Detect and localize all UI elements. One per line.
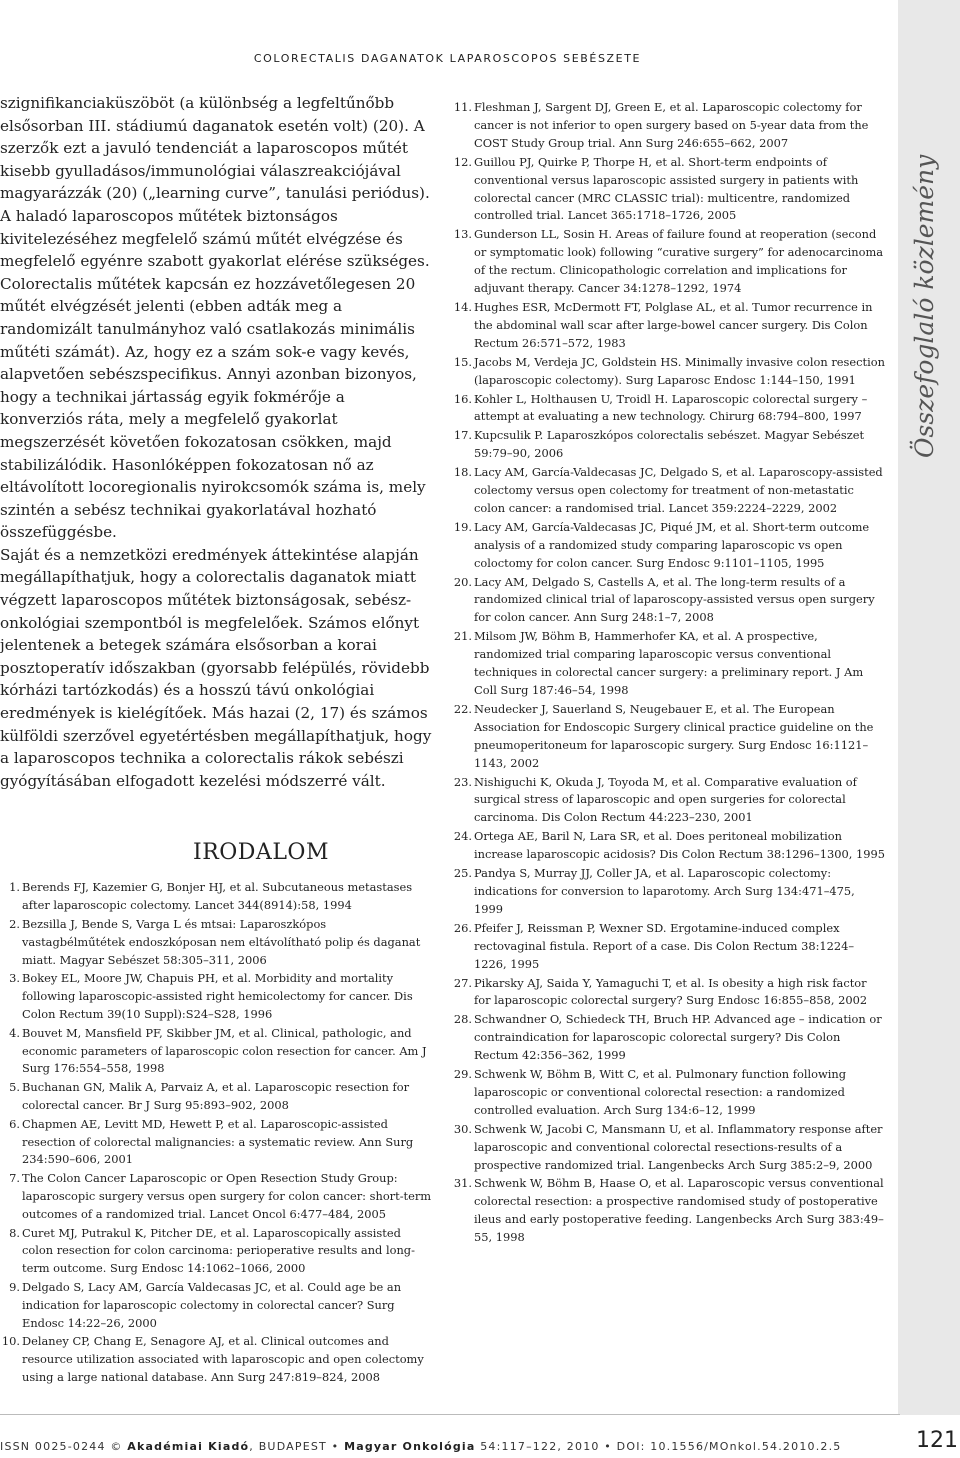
reference-number: 11. [453, 100, 472, 114]
reference-item [452, 1121, 885, 1175]
reference-text: Lacy AM, García-Valdecasas JC, Piqué JM, et al. Short-term outcome analysis of a randomized study comparing laparoscopic vs open coloctomy for colon cancer. Surg Endosc 9:1101–1105, 1995 [474, 519, 870, 570]
reference-item [452, 701, 885, 773]
footer-divider [0, 1414, 900, 1415]
reference-item [452, 1066, 885, 1120]
reference-item [452, 226, 885, 298]
reference-list-left [0, 879, 432, 1386]
section-label [910, 154, 950, 498]
reference-number: 28. [453, 1012, 472, 1027]
reference-text: Schwenk W, Böhm B, Witt C, et al. Pulmonary function following laparoscopic or conventional colorectal resection: a randomized controlled evaluation. Arch Surg 134:6–12, 1999 [474, 1067, 846, 1117]
footer-journal: Magyar Onkológia [344, 1440, 476, 1453]
reference-item [0, 1116, 432, 1169]
reference-number: 8. [9, 1225, 20, 1240]
reference-number: 16. [453, 391, 472, 406]
reference-item [0, 1079, 432, 1115]
reference-item [0, 1025, 432, 1078]
reference-item [452, 574, 885, 628]
reference-number: 7. [9, 1171, 20, 1186]
reference-number: 6. [9, 1116, 20, 1131]
reference-text: Hughes ESR, McDermott FT, Polglase AL, et al. Tumor recurrence in the abdominal wall scar after large-bowel cancer surgery. Dis Colon Rectum 26:571–572, 1983 [474, 299, 873, 350]
reference-text: Delaney CP, Chang E, Senagore AJ, et al. Clinical outcomes and resource utilization associated with laparoscopic and open colectomy using a large national database. Ann Surg 247:819–824, 2008 [22, 1334, 424, 1384]
reference-text: Bokey EL, Moore JW, Chapuis PH, et al. Morbidity and mortality following laparoscopic-assisted right hemicolectomy for cancer. Dis Colon Rectum 39(10 Suppl):S24–S28, 1996 [22, 971, 413, 1021]
reference-number: 21. [453, 629, 472, 644]
footer-issn: ISSN 0025-0244 © [0, 1440, 128, 1453]
reference-text: Buchanan GN, Malik A, Parvaiz A, et al. Laparoscopic resection for colorectal cancer. Br J Surg 95:893–902, 2008 [22, 1080, 410, 1112]
reference-text: Pandya S, Murray JJ, Coller JA, et al. Laparoscopic colectomy: indications for conversion to laparotomy. Arch Surg 134:471–475, 1999 [474, 866, 855, 916]
reference-number: 25. [453, 866, 472, 881]
reference-text: Chapmen AE, Levitt MD, Hewett P, et al. Laparoscopic-assisted resection of colorectal malignancies: a systematic review. Ann Surg 234:590–606, 2001 [22, 1116, 414, 1167]
reference-number: 22. [453, 701, 472, 716]
right-column [452, 99, 885, 1248]
reference-item [452, 391, 885, 427]
reference-item [0, 1279, 432, 1332]
reference-item [452, 628, 885, 700]
reference-text: Schwenk W, Böhm B, Haase O, et al. Laparoscopic versus conventional colorectal resection: a prospective randomised study of postoperative ileus and early postoperative feeding. Langenbecks Arch Surg 383:49–55, 1998 [474, 1176, 884, 1245]
footer [0, 1440, 842, 1453]
reference-number: 12. [453, 154, 472, 169]
reference-text: Curet MJ, Putrakul K, Pitcher DE, et al. Laparoscopically assisted colon resection for colon carcinoma: perioperative results and long-term outcome. Surg Endosc 14:1062–1066, 2000 [22, 1225, 415, 1276]
reference-item [452, 464, 885, 518]
reference-item [452, 828, 885, 864]
reference-number: 17. [453, 428, 472, 443]
reference-number: 5. [9, 1080, 20, 1095]
sidebar-band [898, 0, 960, 1415]
running-header: COLORECTALIS DAGANATOK LAPAROSCOPOS SEBÉSZETE [253, 52, 642, 65]
reference-item [0, 1170, 432, 1223]
footer-city: , BUDAPEST • [249, 1440, 345, 1453]
reference-item [452, 1175, 885, 1247]
reference-number: 3. [9, 971, 20, 986]
paragraph: A haladó laparoscopos műtétek biztonságos kivitelezéséhez megfelelő számú műtét elvégzése és megfelelő egyénre szabott gyakorlat elérése szükséges. Colorectalis műtétek kapcsán ez hozzávetőlegesen 20 műtét elvégzését jelenti (ebben adták meg a randomizált tanulmányhoz való csatlakozás minimális műtéti számát). Az, hogy ez a szám sok-e vagy kevés, alapvetően sebészspecifikus. Annyi azonban bizonyos, hogy a technikai jártasság egyik fokmérője a konverziós ráta, mely a megfelelő gyakorlat megszerzését követően fokozatosan csökken, majd stabilizálódik. Hasonlóképpen fokozatosan nő az eltávolított locoregionalis nyirokcsomók száma is, mely szintén a sebész technikai gyakorlatával hozható összefüggésbe. [0, 206, 430, 542]
reference-item [452, 865, 885, 919]
reference-item [452, 299, 885, 353]
reference-item [0, 879, 432, 915]
reference-number: 27. [453, 975, 472, 990]
reference-list-right [452, 99, 885, 1247]
reference-text: Schwandner O, Schiedeck TH, Bruch HP. Advanced age – indication or contraindication for laparoscopic colorectal surgery? Dis Colon Rectum 42:356–362, 1999 [474, 1012, 882, 1063]
reference-text: Kupcsulik P. Laparoszkópos colorectalis sebészet. Magyar Sebészet 59:79–90, 2006 [474, 428, 865, 461]
reference-text: Gunderson LL, Sosin H. Areas of failure found at reoperation (second or symptomatic look) following “curative surgery” for adenocarcinoma of the rectum. Clinicopathologic correlation and implications for adjuvant therapy. Cancer 34:1278–1292, 1974 [474, 227, 884, 296]
reference-item [452, 774, 885, 828]
reference-number: 29. [453, 1067, 472, 1082]
reference-item [0, 1333, 432, 1386]
reference-number: 30. [453, 1121, 472, 1136]
reference-text: Pfeifer J, Reissman P, Wexner SD. Ergotamine-induced complex rectovaginal fistula. Report of a case. Dis Colon Rectum 38:1224–1226, 1995 [474, 920, 855, 971]
reference-text: Nishiguchi K, Okuda J, Toyoda M, et al. Comparative evaluation of surgical stress of laparoscopic and open surgeries for colorectal carcinoma. Dis Colon Rectum 44:223–230, 2001 [474, 774, 857, 825]
reference-number: 1. [9, 880, 20, 895]
reference-text: Milsom JW, Böhm B, Hammerhofer KA, et al. A prospective, randomized trial comparing laparoscopic versus conventional techniques in colorectal cancer surgery: a preliminary report. J Am Coll Surg 187:46–54, 1998 [474, 629, 864, 697]
reference-text: Schwenk W, Jacobi C, Mansmann U, et al. Inflammatory response after laparoscopic and conventional colorectal resections-results of a prospective randomized trial. Langenbecks Arch Surg 385:2–9, 2000 [474, 1121, 883, 1172]
reference-number: 2. [9, 917, 20, 931]
body-text [0, 92, 432, 792]
reference-text: Ortega AE, Baril N, Lara SR, et al. Does peritoneal mobilization increase laparoscopic acidosis? Dis Colon Rectum 38:1296–1300, 1995 [474, 829, 885, 862]
reference-number: 15. [453, 354, 472, 369]
page-number: 121 [916, 1428, 958, 1453]
reference-number: 18. [453, 465, 472, 480]
reference-item [452, 154, 885, 226]
reference-number: 4. [9, 1025, 20, 1040]
reference-text: Lacy AM, Delgado S, Castells A, et al. The long-term results of a randomized clinical trial of laparoscopy-assisted versus open surgery for colon cancer. Ann Surg 248:1–7, 2008 [474, 574, 875, 625]
reference-number: 24. [453, 829, 472, 844]
reference-item [452, 920, 885, 974]
reference-number: 23. [453, 774, 472, 789]
paragraph: Saját és a nemzetközi eredmények áttekintése alapján megállapíthatjuk, hogy a colorectalis daganatok miatt végzett laparoscopos műtétek biztonságosak, sebész-onkológiai szempontból is megfelelőek. Számos előnyt jelentenek a betegek számára elsősorban a korai posztoperatív időszakban (gyorsabb felépülés, rövidebb kórházi tartózkodás) és a hosszú távú onkológiai eredmények is kielégítőek. Más hazai (2, 17) és számos külföldi szerzővel egyetértésben megállapíthatjuk, hogy a laparoscopos technika a colorectalis rákok sebészi gyógyításában elfogadott kezelési módszerré vált. [0, 545, 432, 790]
left-column [0, 92, 432, 1388]
reference-item [452, 519, 885, 573]
reference-text: Berends FJ, Kazemier G, Bonjer HJ, et al. Subcutaneous metastases after laparoscopic colectomy. Lancet 344(8914):58, 1994 [22, 880, 413, 913]
reference-item [452, 1011, 885, 1065]
reference-number: 26. [453, 920, 472, 935]
reference-text: The Colon Cancer Laparoscopic or Open Resection Study Group: laparoscopic surgery versus open surgery for colon cancer: short-term outcomes of a randomized trial. Lancet Oncol 6:477–484, 2005 [22, 1171, 432, 1221]
reference-number: 13. [453, 227, 472, 242]
references-heading: IRODALOM [193, 840, 329, 866]
paragraph: szignifikanciaküszöböt (a különbség a legfeltűnőbb elsősorban III. stádiumú daganatok esetén volt) (20). A szerzők ezt a javuló tendenciát a laparoscopos műtét kisebb gyulladásos/immunológiai válaszreakciójával magyarázzák (20) („learning curve”, tanulási periódus). [0, 94, 430, 203]
reference-item [452, 427, 885, 463]
reference-item [452, 354, 885, 390]
reference-text: Bezsilla J, Bende S, Varga L és mtsai: Laparoszkópos vastagbélműtétek endoszkóposan nem eltávolítható polip és daganat miatt. Magyar Sebészet 58:305–311, 2006 [22, 917, 421, 967]
footer-publisher: Akadémiai Kiadó [127, 1440, 250, 1453]
reference-text: Bouvet M, Mansfield PF, Skibber JM, et al. Clinical, pathologic, and economic parameters of laparoscopic colon resection for cancer. Am J Surg 176:554–558, 1998 [22, 1025, 427, 1076]
reference-item [0, 916, 432, 969]
reference-number: 10. [1, 1334, 20, 1349]
reference-number: 20. [453, 574, 472, 589]
reference-number: 14. [453, 299, 472, 314]
reference-number: 31. [453, 1176, 472, 1191]
reference-number: 9. [9, 1279, 20, 1294]
reference-item [452, 975, 885, 1011]
reference-item [0, 1225, 432, 1278]
section-label-text: Összefoglaló közlemény [910, 154, 939, 458]
reference-item [452, 99, 885, 153]
reference-text: Guillou PJ, Quirke P, Thorpe H, et al. Short-term endpoints of conventional versus laparoscopic assisted surgery in patients with colorectal cancer (MRC CLASSIC trial): multicentre, randomized controlled trial. Lancet 365:1718–1726, 2005 [474, 154, 859, 223]
reference-text: Delgado S, Lacy AM, García Valdecasas JC, et al. Could age be an indication for laparoscopic colectomy in colorectal cancer? Surg Endosc 14:22–26, 2000 [22, 1279, 402, 1330]
reference-text: Pikarsky AJ, Saida Y, Yamaguchi T, et al. Is obesity a high risk factor for laparoscopic colorectal surgery? Surg Endosc 16:855–858, 2002 [474, 975, 868, 1008]
reference-text: Lacy AM, García-Valdecasas JC, Delgado S, et al. Laparoscopy-assisted colectomy versus open colectomy for treatment of non-metastatic colon cancer: a randomised trial. Lancet 359:2224–2229, 2002 [474, 465, 883, 515]
reference-text: Jacobs M, Verdeja JC, Goldstein HS. Minimally invasive colon resection (laparoscopic colectomy). Surg Laparosc Endosc 1:144–150, 1991 [474, 354, 885, 387]
reference-item [0, 970, 432, 1023]
reference-text: Neudecker J, Sauerland S, Neugebauer E, et al. The European Association for Endoscopic Surgery clinical practice guideline on the pneumoperitoneum for laparoscopic surgery. Surg Endosc 16:1121–1143, 2002 [474, 701, 874, 770]
reference-number: 19. [453, 519, 472, 534]
reference-text: Kohler L, Holthausen U, Troidl H. Laparoscopic colorectal surgery – attempt at evaluating a new technology. Chirurg 68:794–800, 1997 [474, 391, 868, 424]
reference-text: Fleshman J, Sargent DJ, Green E, et al. Laparoscopic colectomy for cancer is not inferior to open surgery based on 5-year data from the COST Study Group trial. Ann Surg 246:655–662, 2007 [474, 100, 869, 150]
footer-citation: 54:117–122, 2010 • DOI: 10.1556/MOnkol.54.2010.2.5 [475, 1440, 842, 1453]
